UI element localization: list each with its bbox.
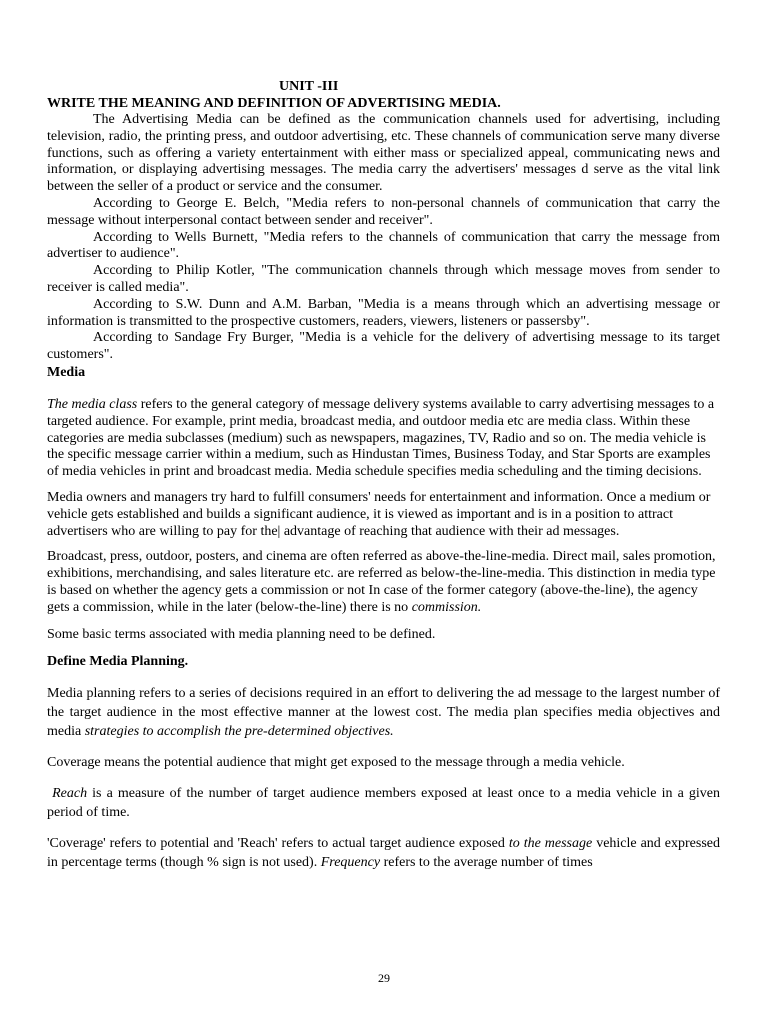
media-planning-paragraph <box>47 684 720 741</box>
media-class-lead: The media class <box>47 396 138 412</box>
broadcast-italic: commission. <box>411 599 482 615</box>
reach-text: is a measure of the number of target audience members exposed at least once to a media vehicle in a given period of time. <box>47 785 720 820</box>
media-class-text: refers to the general category of message delivery systems available to carry advertising messages to a targeted audience. For example, print media, broadcast media, and outdoor media etc are media class. Within these categories are media subclasses (medium) such as newspapers, magazines, TV, Radio and so on. The media vehicle is the specific message carrier within a medium, such as Hindustan Times, Business Today, and Star Sports are examples of media vehicles in print and broadcast media. Media schedule specifies media scheduling and the timing decisions. <box>47 396 715 480</box>
media-class-paragraph <box>47 397 720 481</box>
document-page <box>47 78 720 884</box>
reach-lead: Reach <box>52 785 88 801</box>
coverage-paragraph: Coverage means the potential audience that might get exposed to the message through a media vehicle. <box>47 754 625 770</box>
basic-terms-line: Some basic terms associated with media planning need to be defined. <box>47 626 436 642</box>
media-planning-text: Media planning refers to a series of decisions required in an effort to delivering the ad message to the largest number of the target audience in the most effective manner at the lowest cost. The media plan specifies media objectives and media <box>47 685 720 739</box>
media-planning-italic: strategies to accomplish the pre-determined objectives. <box>84 723 394 739</box>
frequency-italic-1: to the message <box>508 835 593 851</box>
reach-paragraph <box>47 784 720 822</box>
frequency-text-3: refers to the average number of times <box>380 854 593 870</box>
definition-belch: According to George E. Belch, "Media refers to non-personal channels of communication that carry the message without interpersonal contact between sender and receiver". <box>47 195 720 228</box>
media-owners-paragraph: Media owners and managers try hard to fulfill consumers' needs for entertainment and information. Once a medium or vehicle gets established and builds a significant audience, it is viewed as important and is in a position to attract advertisers who are willing to pay for the| advantage of reaching that audience with their ad messages. <box>47 489 711 539</box>
unit-title: UNIT -III <box>279 79 339 94</box>
media-heading: Media <box>47 364 86 380</box>
page-number: 29 <box>378 971 390 985</box>
frequency-text-1: 'Coverage' refers to potential and 'Reach' refers to actual target audience exposed <box>47 835 509 851</box>
broadcast-paragraph <box>47 549 720 616</box>
define-heading: Define Media Planning. <box>47 653 189 669</box>
broadcast-text: Broadcast, press, outdoor, posters, and cinema are often referred as above-the-line-media. Direct mail, sales promotion, exhibitions, merchandising, and sales literature etc. are referred as below-the-line-media. This distinction in media type is based on whether the agency gets a commission or not In case of the former category (above-the-line), the agency gets a commission, while in the later (below-the-line) there is no <box>47 549 716 615</box>
intro-paragraph: The Advertising Media can be defined as the communication channels used for advertising, including television, radio, the printing press, and outdoor advertising, etc. These channels of communication serve many diverse functions, such as offering a variety entertainment with either mass or specialized appeal, communicating news and information, or displaying advertising messages. The media carry the advertisers' messages d serve as the vital link between the seller of a product or service and the consumer. <box>47 112 720 195</box>
frequency-text-2: vehicle and expressed in percentage terms (though % sign is not used). <box>47 835 720 870</box>
definition-burnett: According to Wells Burnett, "Media refers to the channels of communication that carry the message from advertiser to audience". <box>47 229 720 262</box>
definition-kotler: According to Philip Kotler, "The communication channels through which message moves from sender to receiver is called media". <box>47 263 720 295</box>
section-heading: WRITE THE MEANING AND DEFINITION OF ADVERTISING MEDIA. <box>47 96 501 111</box>
definition-sandage: According to Sandage Fry Burger, "Media is a vehicle for the delivery of advertising message to its target customers". <box>47 330 720 363</box>
definition-dunn-barban: According to S.W. Dunn and A.M. Barban, "Media is a means through which an advertising message or information is transmitted to the prospective customers, readers, viewers, listeners or passersby". <box>47 296 720 329</box>
frequency-italic-2: Frequency <box>320 854 381 870</box>
frequency-paragraph <box>47 834 720 872</box>
